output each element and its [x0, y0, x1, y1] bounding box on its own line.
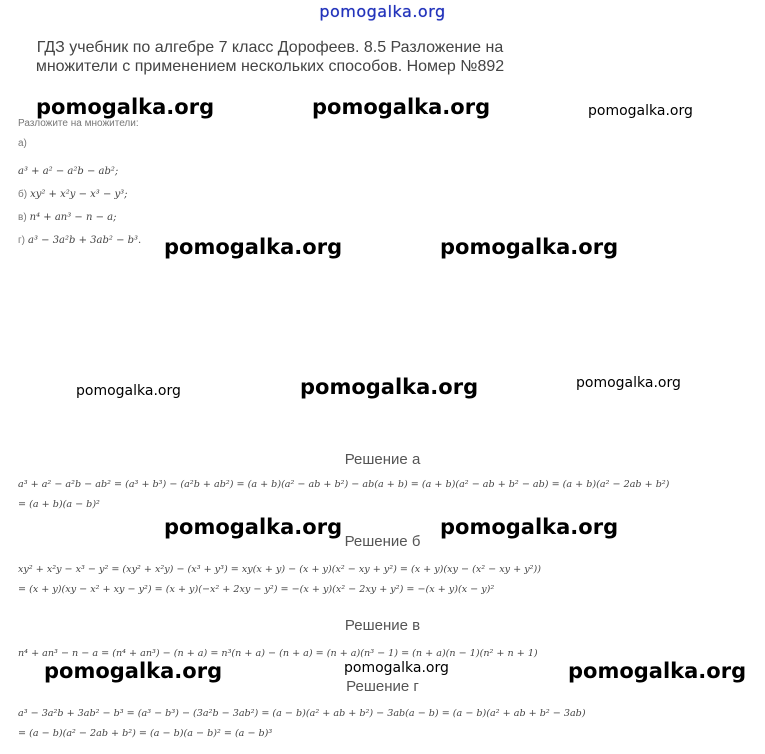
- page-title: ГДЗ учебник по алгебре 7 класс Дорофеев. 8.5 Разложение на множители с применением нескольких способов. Номер №892: [35, 39, 505, 75]
- item-v: [18, 212, 117, 223]
- solution-v-line-1: n⁴ + an³ − n − a = (n⁴ + an³) − (n + a) = n³(n + a) − (n + a) = (n + a)(n³ − 1) = (n + a)(n − 1)(n² + n + 1): [18, 648, 538, 659]
- solution-g-line-1: a³ − 3a²b + 3ab² − b³ = (a³ − b³) − (3a²b − 3ab²) = (a − b)(a² + ab + b²) − 3ab(a − b) = (a − b)(a² + ab + b² − 3ab): [18, 708, 586, 719]
- solution-b-line-2: = (x + y)(xy − x² + xy − y²) = (x + y)(−x² + 2xy − y²) = −(x + y)(x² − 2xy + y²) = −(x + y)(x − y)²: [18, 584, 495, 595]
- watermark: pomogalka.org: [36, 95, 215, 119]
- solution-a-line-2: = (a + b)(a − b)²: [18, 499, 100, 510]
- watermark: pomogalka.org: [164, 235, 343, 259]
- watermark: pomogalka.org: [164, 515, 343, 539]
- item-a-expression: a³ + a² − a²b − ab²;: [18, 166, 119, 177]
- watermark: pomogalka.org: [76, 383, 181, 399]
- item-b: [18, 189, 128, 200]
- item-a-label: а): [18, 138, 27, 149]
- watermark: pomogalka.org: [312, 95, 491, 119]
- watermark: pomogalka.org: [588, 103, 693, 119]
- solution-a-heading: Решение а: [344, 451, 421, 468]
- watermark: pomogalka.org: [440, 235, 619, 259]
- item-b-label: б): [18, 189, 28, 200]
- solution-g-heading: Решение г: [346, 678, 419, 695]
- solution-a-line-1: a³ + a² − a²b − ab² = (a³ + b³) − (a²b + ab²) = (a + b)(a² − ab + b²) − ab(a + b) = (a + b)(a² − ab + b² − ab) = (a + b)(a² − 2ab + b²): [18, 479, 670, 490]
- watermark: pomogalka.org: [44, 659, 223, 683]
- item-g: [18, 235, 141, 246]
- watermark: pomogalka.org: [568, 659, 747, 683]
- task-prompt: Разложите на множители:: [18, 118, 139, 129]
- site-link[interactable]: pomogalka.org: [319, 2, 446, 21]
- solution-v-heading: Решение в: [344, 617, 421, 634]
- watermark: pomogalka.org: [344, 660, 449, 676]
- item-v-label: в): [18, 212, 27, 223]
- watermark: pomogalka.org: [440, 515, 619, 539]
- item-b-expression: xy² + x²y − x³ − y³;: [30, 189, 128, 200]
- solution-g-line-2: = (a − b)(a² − 2ab + b²) = (a − b)(a − b)² = (a − b)³: [18, 728, 273, 739]
- watermark: pomogalka.org: [576, 375, 681, 391]
- item-g-expression: a³ − 3a²b + 3ab² − b³.: [27, 235, 142, 246]
- solution-b-line-1: xy² + x²y − x³ − y² = (xy² + x²y) − (x³ + y³) = xy(x + y) − (x + y)(x² − xy + y²) = (x + y)(xy − (x² − xy + y²)): [18, 564, 541, 575]
- watermark: pomogalka.org: [300, 375, 479, 399]
- item-v-expression: n⁴ + an³ − n − a;: [29, 212, 117, 223]
- solution-b-heading: Решение б: [344, 533, 421, 550]
- item-g-label: г): [18, 235, 25, 246]
